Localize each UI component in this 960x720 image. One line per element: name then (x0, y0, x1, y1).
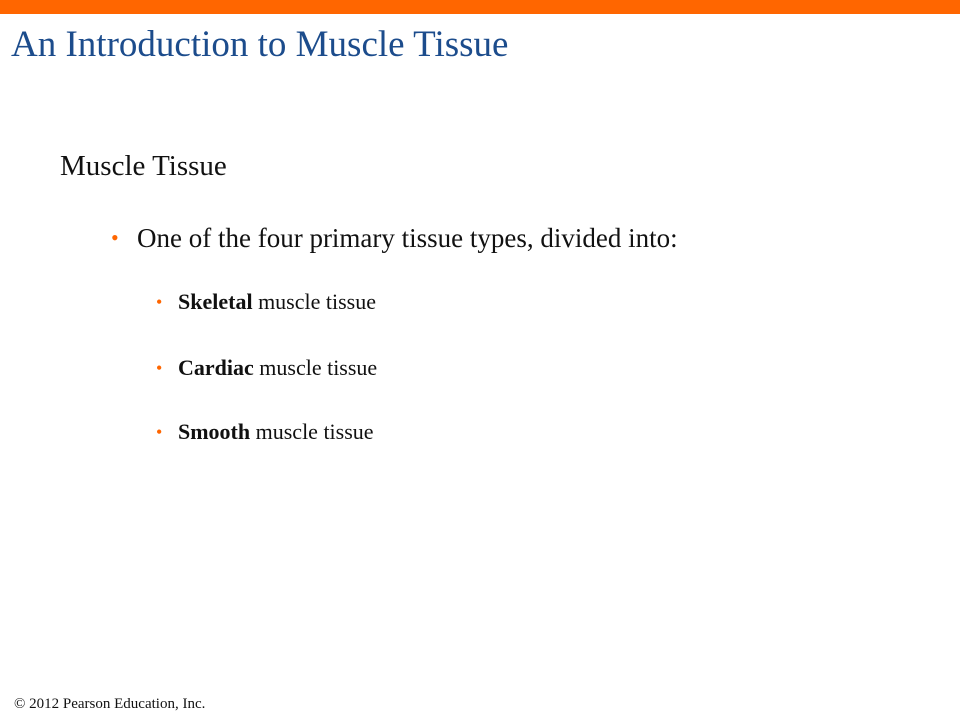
main-bullet (111, 219, 678, 257)
bullet-dot: • (156, 422, 163, 442)
bullet-dot: • (156, 358, 163, 378)
sub-bullet-rest: muscle tissue (253, 355, 378, 380)
sub-bullet-cardiac (156, 353, 377, 383)
bullet-dot: • (156, 292, 163, 312)
sub-bullet-text (178, 355, 377, 380)
sub-bullet-rest: muscle tissue (252, 289, 376, 314)
sub-bullet-bold-term: Smooth (178, 419, 251, 444)
copyright-footer: © 2012 Pearson Education, Inc. (14, 696, 206, 712)
sub-bullet-rest: muscle tissue (250, 419, 374, 444)
bullet-dot: • (111, 225, 119, 250)
sub-bullet-bold-term: Cardiac (178, 355, 254, 380)
sub-bullet-bold-term: Skeletal (178, 289, 253, 314)
slide-title: An Introduction to Muscle Tissue (11, 24, 509, 65)
sub-bullet-text (178, 289, 376, 314)
main-bullet-text: One of the four primary tissue types, divided into: (137, 223, 678, 253)
sub-bullet-smooth (156, 417, 374, 447)
sub-bullet-skeletal (156, 287, 376, 317)
top-accent-bar (0, 0, 960, 14)
section-heading: Muscle Tissue (60, 150, 227, 182)
sub-bullet-text (178, 419, 374, 444)
